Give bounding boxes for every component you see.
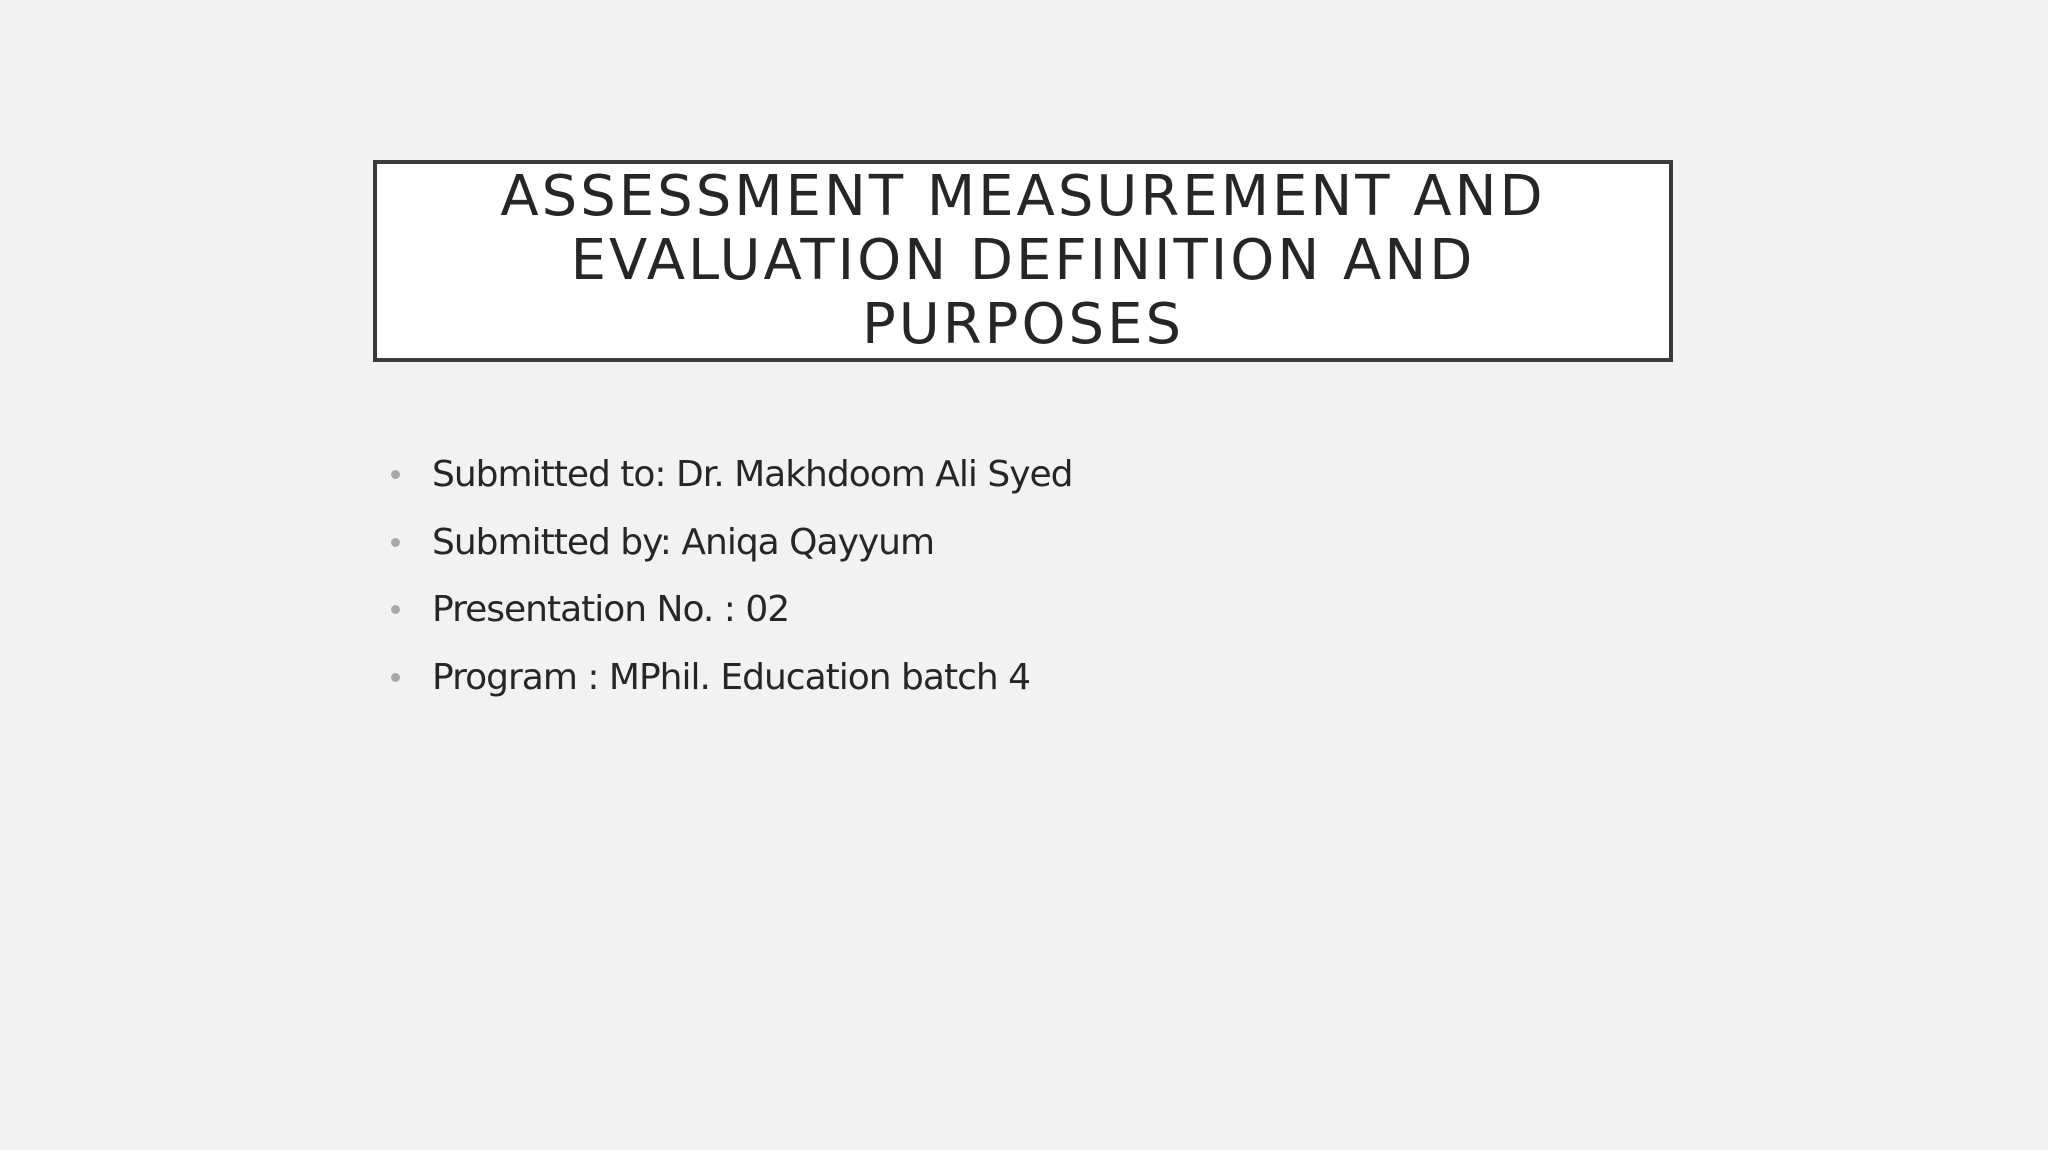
bullet-item-submitted-to bbox=[385, 441, 1073, 509]
bullet-text: Program : MPhil. Education batch 4 bbox=[432, 656, 1031, 698]
bullet-item-submitted-by bbox=[385, 509, 1073, 577]
bullet-dot-icon bbox=[391, 605, 400, 614]
bullet-dot-icon bbox=[391, 470, 400, 479]
bullet-item-program bbox=[385, 644, 1073, 712]
bullet-dot-icon bbox=[391, 538, 400, 547]
title-box bbox=[373, 160, 1673, 362]
bullet-dot-icon bbox=[391, 673, 400, 682]
bullet-text: Submitted by: Aniqa Qayyum bbox=[432, 521, 935, 563]
bullet-text: Presentation No. : 02 bbox=[432, 589, 790, 631]
slide-title: ASSESSMENT MEASUREMENT AND EVALUATION DEFINITION AND PURPOSES bbox=[500, 164, 1546, 357]
bullet-list bbox=[385, 441, 1073, 711]
bullet-text: Submitted to: Dr. Makhdoom Ali Syed bbox=[432, 454, 1073, 496]
bullet-item-presentation-number bbox=[385, 576, 1073, 644]
